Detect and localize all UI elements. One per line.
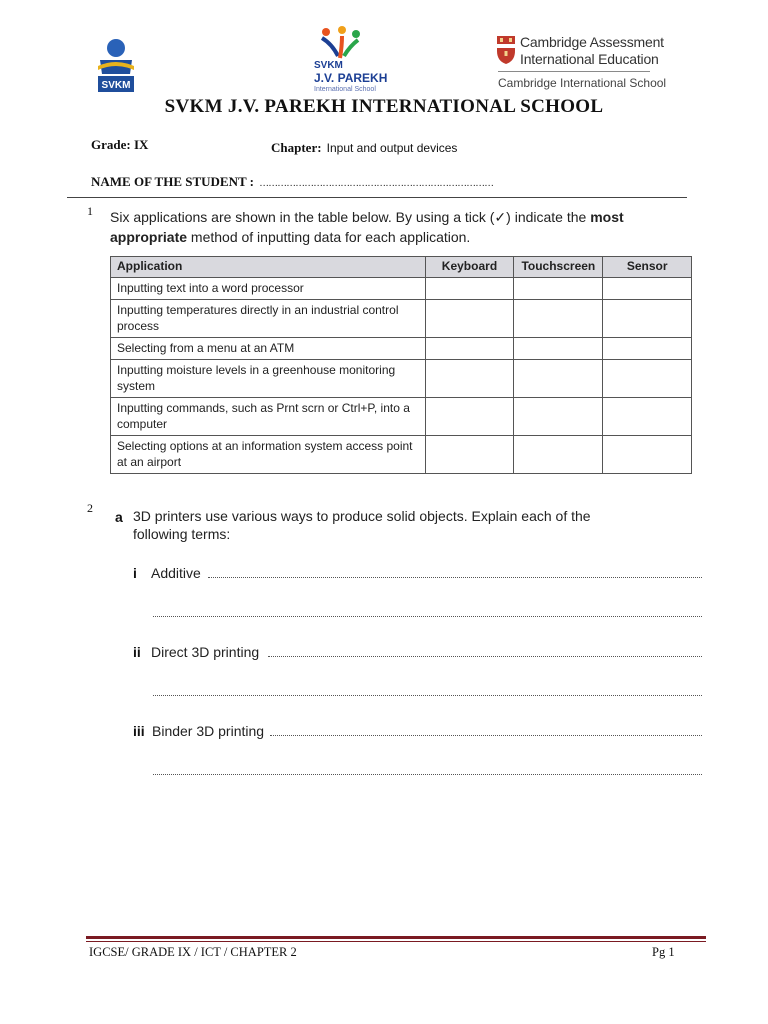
application-cell: Selecting from a menu at an ATM <box>111 338 426 360</box>
question-2-part-text: 3D printers use various ways to produce solid objects. Explain each of the following terms: <box>133 508 591 542</box>
touchscreen-tick-cell[interactable] <box>514 436 603 474</box>
keyboard-tick-cell[interactable] <box>425 398 514 436</box>
application-cell: Inputting temperatures directly in an industrial control process <box>111 300 426 338</box>
application-cell: Inputting moisture levels in a greenhouse monitoring system <box>111 360 426 398</box>
touchscreen-tick-cell[interactable] <box>514 278 603 300</box>
sensor-tick-cell[interactable] <box>603 398 692 436</box>
table-row <box>111 300 692 338</box>
student-name-label: NAME OF THE STUDENT : <box>91 174 255 189</box>
table-row <box>111 338 692 360</box>
application-table <box>110 256 692 474</box>
cambridge-shield-icon <box>496 35 516 65</box>
keyboard-tick-cell[interactable] <box>425 436 514 474</box>
jvparekh-logo-line3: International School <box>314 86 376 93</box>
jvparekh-logo <box>312 26 392 94</box>
table-row <box>111 278 692 300</box>
item-iii-term: Binder 3D printing <box>152 723 265 739</box>
jvparekh-logo-line1: SVKM <box>314 60 343 71</box>
keyboard-tick-cell[interactable] <box>425 278 514 300</box>
student-name-blank[interactable]: …………………………………………………………………… <box>259 178 494 189</box>
keyboard-tick-cell[interactable] <box>425 338 514 360</box>
footer-divider-thin <box>86 941 706 942</box>
chapter-label: Chapter: <box>271 140 322 155</box>
footer-course: IGCSE/ GRADE IX / ICT / CHAPTER 2 <box>89 945 297 959</box>
student-name-line <box>91 171 493 190</box>
question-1-emphasis: most appropriate <box>110 209 624 245</box>
item-i-numeral: i <box>133 565 137 581</box>
sensor-tick-cell[interactable] <box>603 300 692 338</box>
touchscreen-tick-cell[interactable] <box>514 360 603 398</box>
cambridge-logo-line2: International Education <box>520 51 659 67</box>
application-cell: Inputting text into a word processor <box>111 278 426 300</box>
answer-line[interactable] <box>153 695 702 696</box>
table-row <box>111 360 692 398</box>
question-1-number: 1 <box>87 204 93 218</box>
school-name: SVKM J.V. PAREKH INTERNATIONAL SCHOOL <box>164 96 604 117</box>
table-row <box>111 398 692 436</box>
touchscreen-tick-cell[interactable] <box>514 398 603 436</box>
cambridge-logo-line1: Cambridge Assessment <box>520 34 664 50</box>
footer-divider-thick <box>86 936 706 939</box>
application-cell: Selecting options at an information system access point at an airport <box>111 436 426 474</box>
table-row <box>111 436 692 474</box>
touchscreen-tick-cell[interactable] <box>514 300 603 338</box>
cambridge-divider <box>498 71 650 72</box>
item-iii-numeral: iii <box>133 723 145 739</box>
header-application: Application <box>111 257 426 278</box>
header-sensor: Sensor <box>603 257 692 278</box>
header-touchscreen: Touchscreen <box>514 257 603 278</box>
question-1-text: Six applications are shown in the table below. By using a tick (✓) indicate the most appropriate method of inputting data for each application. <box>110 209 624 245</box>
cambridge-logo-line3: Cambridge International School <box>498 76 667 90</box>
application-cell: Inputting commands, such as Prnt scrn or Ctrl+P, into a computer <box>111 398 426 436</box>
answer-line[interactable] <box>270 735 702 736</box>
footer-page-number: Pg 1 <box>652 945 675 959</box>
item-ii-term: Direct 3D printing <box>151 644 260 660</box>
item-i-term: Additive <box>151 565 201 581</box>
chapter-value: Input and output devices <box>326 141 458 155</box>
answer-line[interactable] <box>208 577 702 578</box>
cambridge-logo <box>496 33 666 95</box>
question-2-number: 2 <box>87 501 93 515</box>
keyboard-tick-cell[interactable] <box>425 360 514 398</box>
svkm-logo-text: SVKM <box>101 80 131 91</box>
jvparekh-logo-line2: J.V. PAREKH <box>314 71 388 85</box>
header-keyboard: Keyboard <box>425 257 514 278</box>
keyboard-tick-cell[interactable] <box>425 300 514 338</box>
chapter-line <box>271 137 457 156</box>
answer-line[interactable] <box>268 656 702 657</box>
question-2-part-letter: a <box>115 509 123 525</box>
touchscreen-tick-cell[interactable] <box>514 338 603 360</box>
table-header-row <box>111 257 692 278</box>
answer-line[interactable] <box>153 616 702 617</box>
sensor-tick-cell[interactable] <box>603 278 692 300</box>
answer-line[interactable] <box>153 774 702 775</box>
item-ii-numeral: ii <box>133 644 141 660</box>
grade-label: Grade: IX <box>91 137 149 152</box>
sensor-tick-cell[interactable] <box>603 338 692 360</box>
header-divider <box>67 197 687 198</box>
sensor-tick-cell[interactable] <box>603 436 692 474</box>
svkm-logo <box>92 36 140 94</box>
sensor-tick-cell[interactable] <box>603 360 692 398</box>
